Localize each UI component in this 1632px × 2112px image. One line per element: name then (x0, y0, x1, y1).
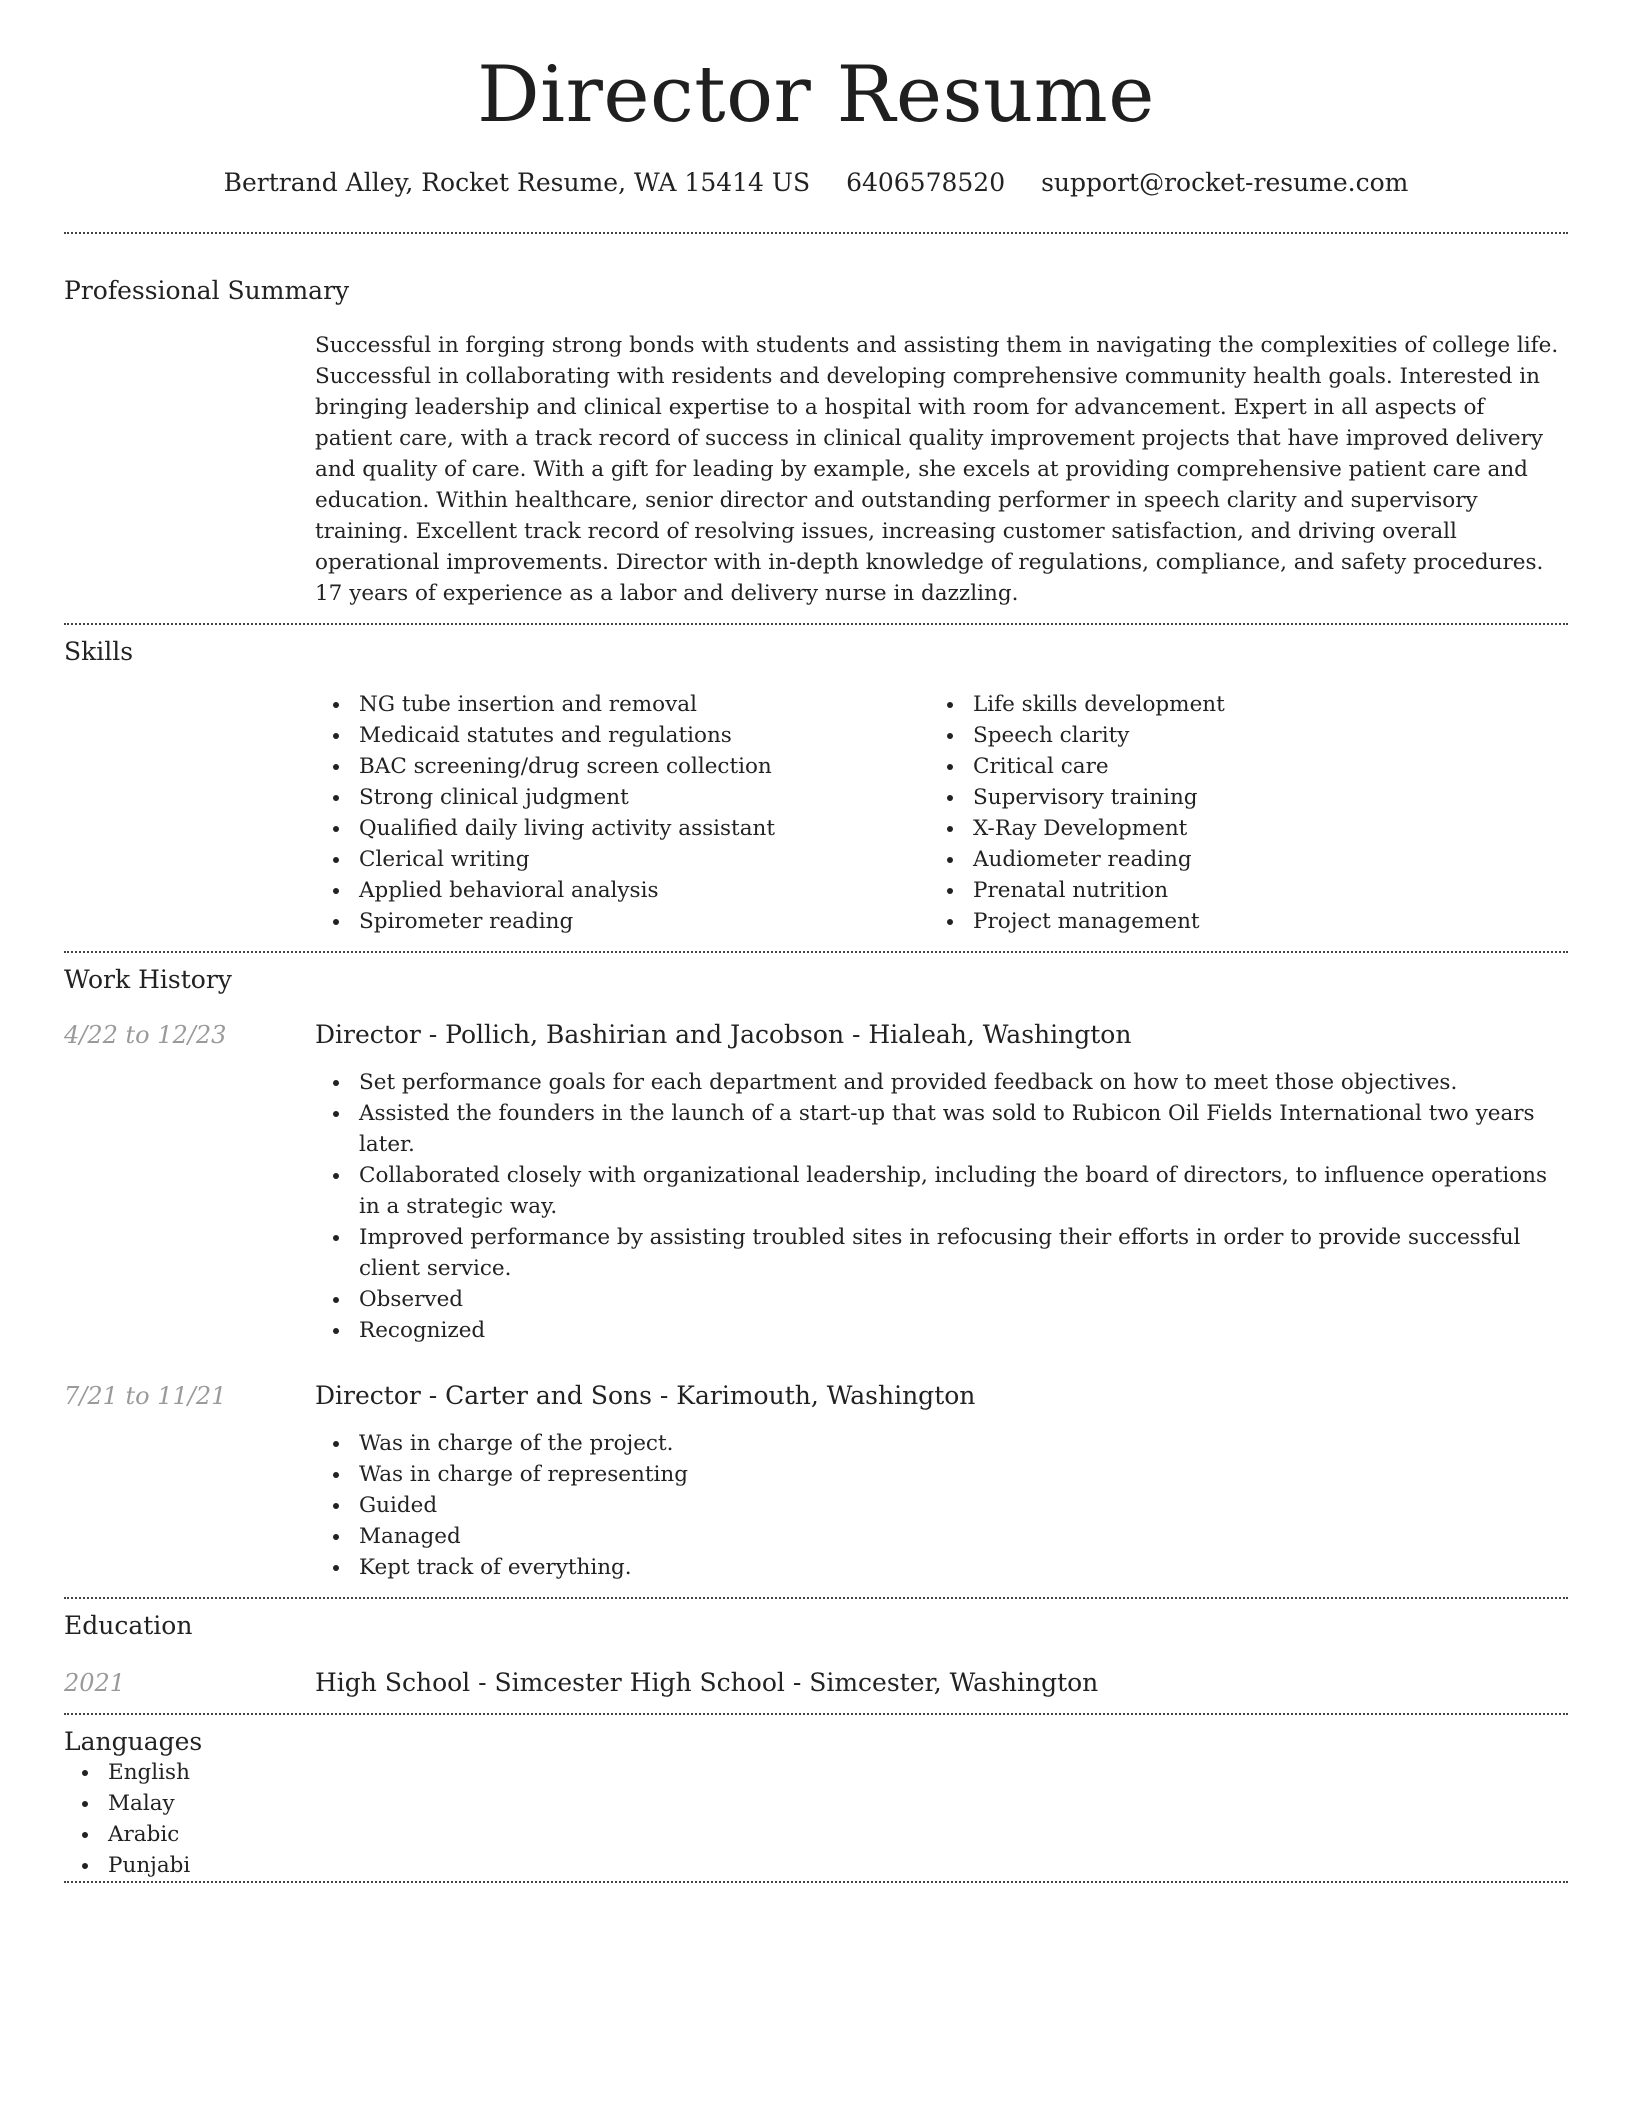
education-content (315, 1667, 1568, 1699)
skills-section (64, 625, 1568, 937)
job-content (315, 1019, 1568, 1346)
skill-item: Speech clarity (929, 720, 1568, 751)
page-title: Director Resume (477, 50, 1155, 140)
job-entry (64, 1019, 1568, 1346)
languages-list (64, 1757, 1568, 1881)
summary-text: Successful in forging strong bonds with students and assisting them in navigating the complexities of college life. Successful in collaborating with residents and developing comprehensive community health goals. Interested in bringing leadership and clinical expertise to a hospital with room for advancement. Expert in all aspects of patient care, with a track record of success in clinical quality improvement projects that have improved delivery and quality of care. With a gift for leading by example, she excels at providing comprehensive patient care and education. Within healthcare, senior director and outstanding performer in speech clarity and supervisory training. Excellent track record of resolving issues, increasing customer satisfaction, and driving overall operational improvements. Director with in-depth knowledge of regulations, compliance, and safety procedures. 17 years of experience as a labor and delivery nurse in dazzling. (315, 333, 1559, 606)
job-title: Director - Carter and Sons - Karimouth, Washington (315, 1381, 976, 1410)
skill-item: Audiometer reading (929, 844, 1568, 875)
language-item: English (64, 1757, 1568, 1788)
language-item: Malay (64, 1788, 1568, 1819)
summary-heading: Professional Summary (64, 276, 350, 305)
contact-address: Bertrand Alley, Rocket Resume, WA 15414 US (223, 168, 811, 197)
skill-item: Spirometer reading (315, 906, 929, 937)
job-bullet: Collaborated closely with organizational leadership, including the board of directors, to influence operations in a strategic way. (315, 1160, 1568, 1222)
job-content (315, 1380, 1568, 1583)
skill-item: Supervisory training (929, 782, 1568, 813)
language-item: Arabic (64, 1819, 1568, 1850)
education-year: 2021 (64, 1669, 126, 1697)
skill-item: NG tube insertion and removal (315, 689, 929, 720)
job-bullet: Set performance goals for each department and provided feedback on how to meet those objectives. (315, 1067, 1568, 1098)
job-bullet: Guided (315, 1490, 1568, 1521)
job-bullets (315, 1067, 1568, 1346)
education-section (64, 1599, 1568, 1699)
skill-item: Project management (929, 906, 1568, 937)
education-title: High School - Simcester High School - Simcester, Washington (315, 1668, 1099, 1697)
skills-list-left (315, 689, 929, 937)
skills-heading: Skills (64, 637, 134, 666)
job-bullet: Improved performance by assisting troubled sites in refocusing their efforts in order to provide successful client service. (315, 1222, 1568, 1284)
job-entry (64, 1380, 1568, 1583)
job-title: Director - Pollich, Bashirian and Jacobson - Hialeah, Washington (315, 1020, 1132, 1049)
contact-phone: 6406578520 (846, 168, 1006, 197)
work-history-heading: Work History (64, 965, 232, 994)
job-bullet: Managed (315, 1521, 1568, 1552)
job-bullet: Was in charge of representing (315, 1459, 1568, 1490)
work-history-section (64, 953, 1568, 1583)
job-bullet: Recognized (315, 1315, 1568, 1346)
job-bullets (315, 1428, 1568, 1583)
languages-heading: Languages (64, 1727, 203, 1756)
skill-item: Strong clinical judgment (315, 782, 929, 813)
job-dates: 4/22 to 12/23 (64, 1021, 227, 1049)
summary-section (64, 234, 1568, 609)
skill-item: Life skills development (929, 689, 1568, 720)
skill-item: Clerical writing (315, 844, 929, 875)
section-divider (64, 1881, 1568, 1883)
skill-item: Medicaid statutes and regulations (315, 720, 929, 751)
job-dates: 7/21 to 11/21 (64, 1382, 227, 1410)
job-bullet: Kept track of everything. (315, 1552, 1568, 1583)
resume-page (64, 0, 1568, 1883)
skill-item: Prenatal nutrition (929, 875, 1568, 906)
skills-list-right (929, 689, 1568, 937)
education-heading: Education (64, 1611, 193, 1640)
skill-item: Qualified daily living activity assistant (315, 813, 929, 844)
language-item: Punjabi (64, 1850, 1568, 1881)
contact-email: support@rocket-resume.com (1041, 168, 1409, 197)
contact-line (64, 168, 1568, 198)
skill-item: BAC screening/drug screen collection (315, 751, 929, 782)
skill-item: X-Ray Development (929, 813, 1568, 844)
job-bullet: Was in charge of the project. (315, 1428, 1568, 1459)
skills-columns (315, 689, 1568, 937)
education-entry (64, 1667, 1568, 1699)
job-bullet: Assisted the founders in the launch of a start-up that was sold to Rubicon Oil Fields International two years later. (315, 1098, 1568, 1160)
job-bullet: Observed (315, 1284, 1568, 1315)
skill-item: Critical care (929, 751, 1568, 782)
languages-section (64, 1715, 1568, 1881)
skill-item: Applied behavioral analysis (315, 875, 929, 906)
